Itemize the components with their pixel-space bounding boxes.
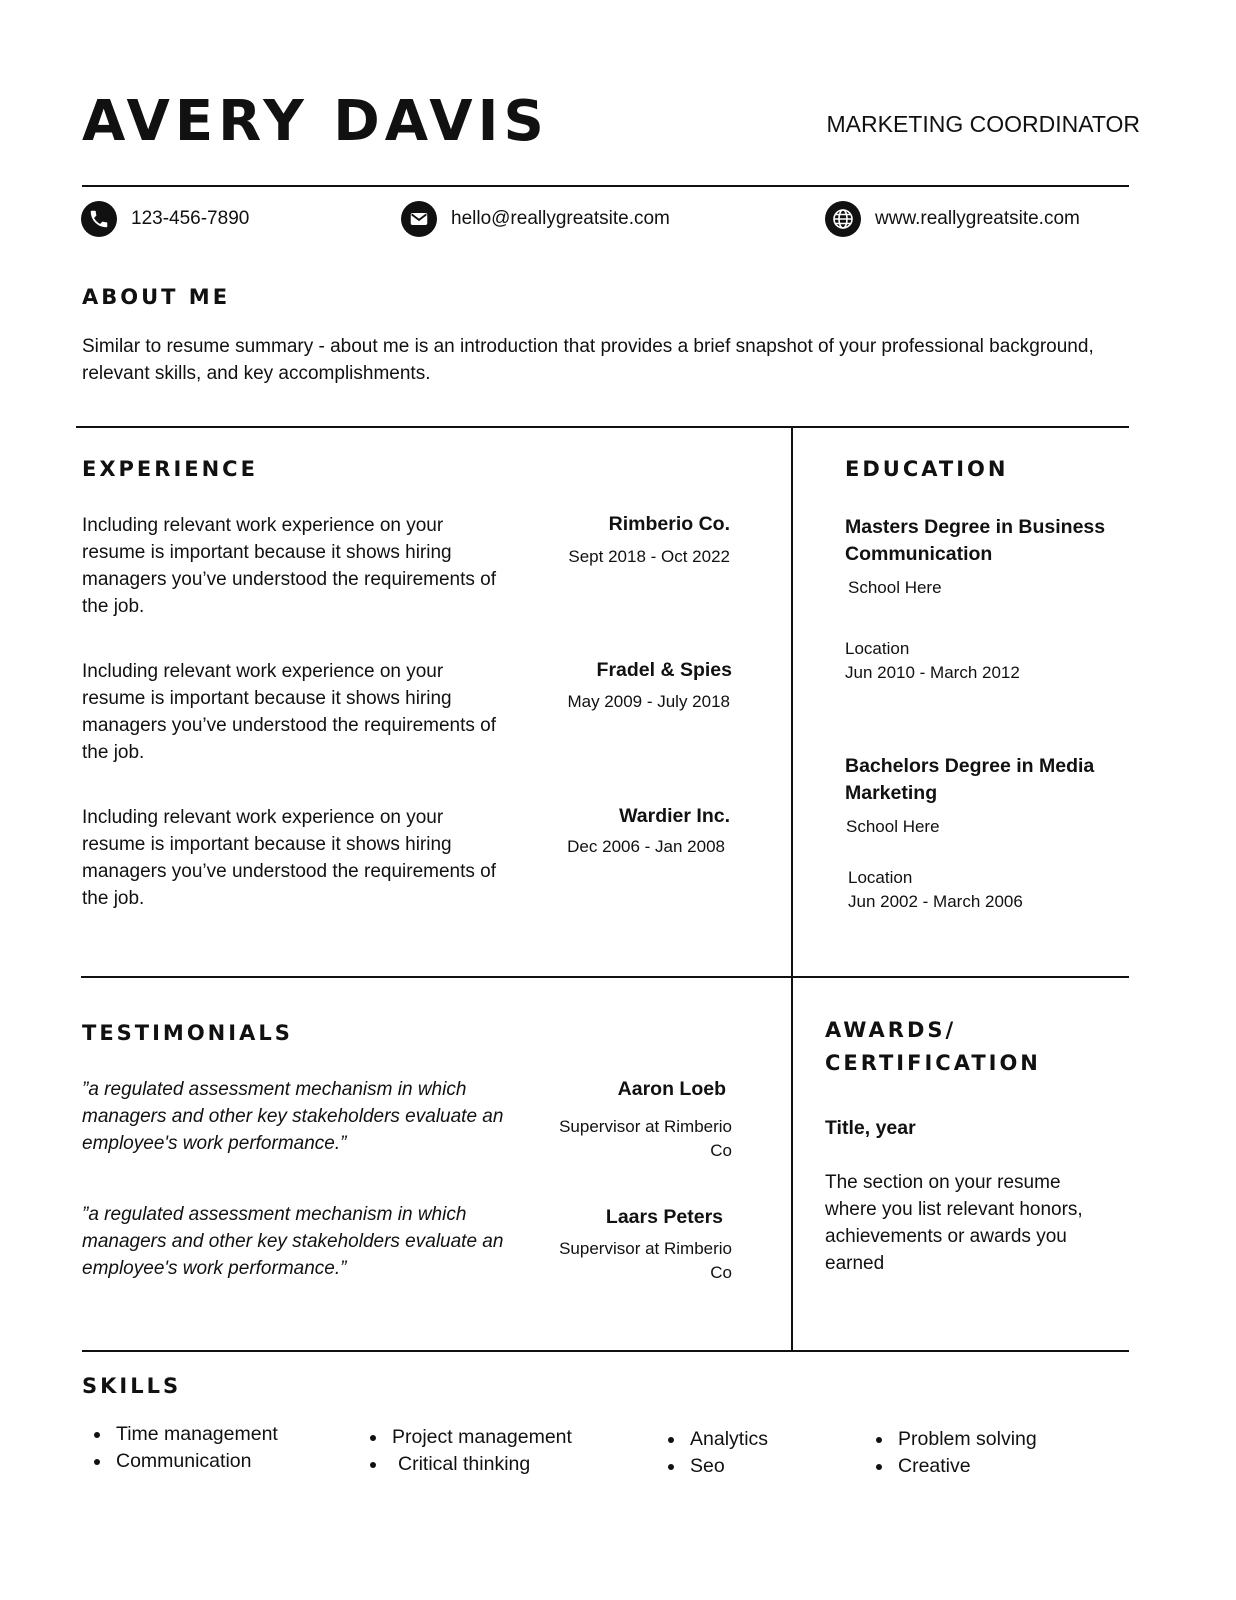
education-school: School Here [846, 817, 940, 836]
testimonial-role: Supervisor at Rimberio Co [559, 1239, 732, 1282]
skill-item: Time management [82, 1421, 278, 1448]
awards-title: AWARDS/ [825, 1018, 957, 1042]
skill-item: Creative [864, 1453, 1037, 1480]
skill-item: Problem solving [864, 1426, 1037, 1453]
skills-column [864, 1426, 1037, 1480]
phone-icon [81, 201, 117, 237]
about-text: Similar to resume summary - about me is an introduction that provides a brief snapshot of your professional background, relevant skills, and key accomplishments. [82, 336, 1094, 384]
testimonials-title: TESTIMONIALS [82, 1021, 293, 1045]
testimonial-quote: ”a regulated assessment mechanism in which managers and other key stakeholders evaluate an employee's work performance.” [82, 1079, 504, 1154]
awards-title-line2: CERTIFICATION [825, 1051, 1041, 1075]
header-divider [82, 185, 1129, 187]
resume-name: AVERY DAVIS [82, 89, 549, 154]
award-description: The section on your resume where you list relevant honors, achievements or awards you earned [825, 1172, 1083, 1274]
divider-middle [81, 976, 1129, 978]
divider-main [76, 426, 1129, 428]
testimonial-role: Supervisor at Rimberio Co [559, 1117, 732, 1160]
testimonial-name: Laars Peters [605, 1206, 723, 1228]
education-location: Location [845, 639, 910, 658]
experience-description: Including relevant work experience on your resume is important because it shows hiring managers you’ve understood the requirements of the job. [82, 661, 497, 763]
skills-column [358, 1424, 572, 1478]
column-divider [791, 428, 793, 1351]
experience-dates: Dec 2006 - Jan 2008 [567, 837, 725, 856]
experience-description: Including relevant work experience on your resume is important because it shows hiring managers you’ve understood the requirements of the job. [82, 515, 497, 617]
education-title: EDUCATION [845, 457, 1009, 481]
phone-text: 123-456-7890 [131, 208, 250, 229]
experience-dates: Sept 2018 - Oct 2022 [568, 547, 730, 566]
contact-website [825, 200, 1080, 238]
education-dates: Jun 2002 - March 2006 [848, 892, 1023, 911]
experience-company: Fradel & Spies [596, 659, 732, 681]
skill-item: Project management [358, 1424, 572, 1451]
divider-bottom [82, 1350, 1129, 1352]
experience-company: Wardier Inc. [619, 805, 730, 827]
skills-title: SKILLS [82, 1374, 182, 1398]
contact-phone [81, 200, 249, 238]
about-title: ABOUT ME [82, 285, 231, 309]
experience-title: EXPERIENCE [82, 457, 258, 481]
skills-column [656, 1426, 768, 1480]
skill-item: Critical thinking [358, 1451, 572, 1478]
contact-email [401, 200, 670, 238]
testimonial-quote: ”a regulated assessment mechanism in which managers and other key stakeholders evaluate an employee's work performance.” [82, 1204, 504, 1279]
skills-column [82, 1421, 278, 1475]
experience-description: Including relevant work experience on your resume is important because it shows hiring managers you’ve understood the requirements of the job. [82, 807, 497, 909]
experience-company: Rimberio Co. [608, 513, 730, 535]
job-title: MARKETING COORDINATOR [826, 111, 1140, 137]
email-text[interactable]: hello@reallygreatsite.com [451, 208, 670, 229]
skill-item: Seo [656, 1453, 768, 1480]
education-dates: Jun 2010 - March 2012 [845, 663, 1020, 682]
experience-dates: May 2009 - July 2018 [567, 692, 730, 711]
skill-item: Communication [82, 1448, 278, 1475]
skill-item: Analytics [656, 1426, 768, 1453]
website-text[interactable]: www.reallygreatsite.com [875, 208, 1080, 229]
award-title: Title, year [825, 1117, 916, 1139]
education-location: Location [848, 868, 913, 887]
education-degree: Masters Degree in Business Communication [845, 516, 1106, 565]
globe-icon [825, 201, 861, 237]
education-school: School Here [848, 578, 942, 597]
testimonial-name: Aaron Loeb [617, 1078, 726, 1100]
education-degree: Bachelors Degree in Media Marketing [845, 755, 1095, 804]
envelope-icon [401, 201, 437, 237]
